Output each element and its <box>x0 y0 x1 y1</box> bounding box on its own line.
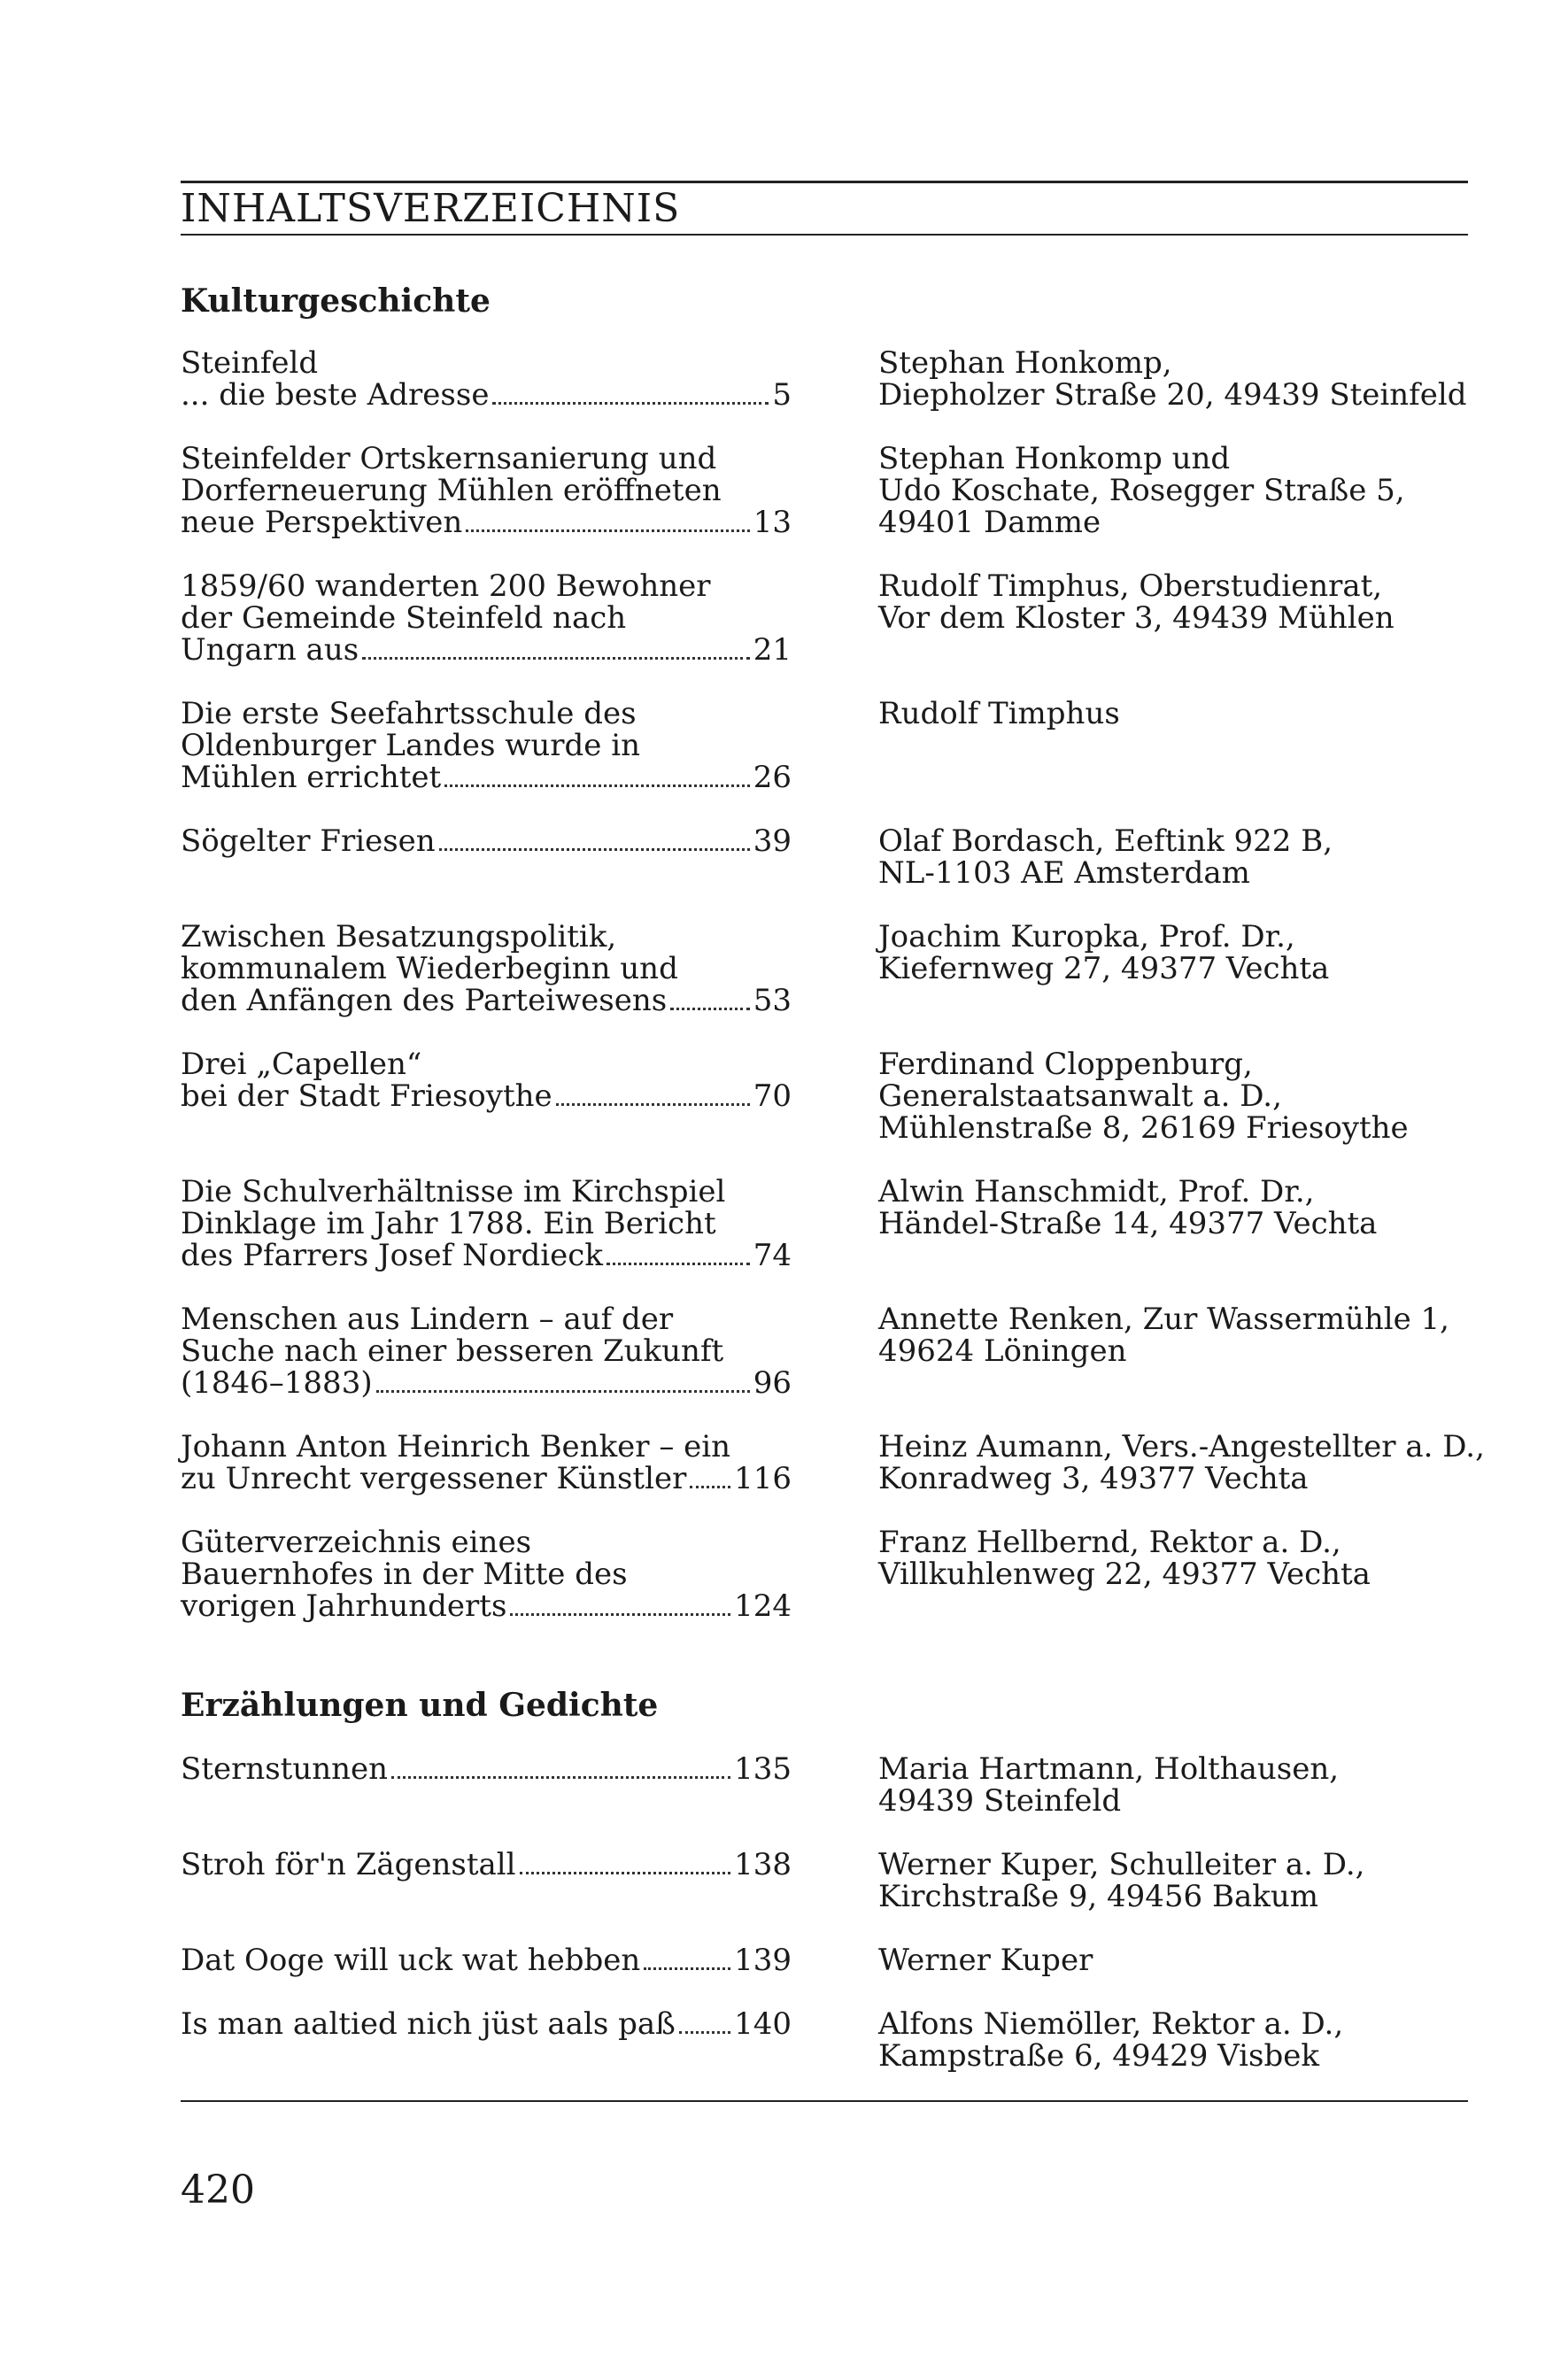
dot-leader <box>376 1389 750 1393</box>
toc-entry <box>181 921 1468 1016</box>
toc-entry <box>181 825 1468 889</box>
entry-author <box>878 2008 1498 2072</box>
entry-title-line: Dorferneuerung Mühlen eröffneten <box>181 473 722 508</box>
toc-entry <box>181 1526 1468 1622</box>
entry-page-number: 39 <box>753 823 792 859</box>
toc-entry <box>181 1303 1468 1399</box>
dot-leader <box>362 656 750 660</box>
entry-author-line: Kirchstraße 9, 49456 Bakum <box>878 1879 1318 1914</box>
dot-leader <box>444 784 750 787</box>
entry-page-number: 138 <box>734 1847 792 1882</box>
entry-title-line: Güterverzeichnis eines <box>181 1525 532 1560</box>
entry-title <box>181 2008 792 2072</box>
entry-title-line: zu Unrecht vergessener Künstler <box>181 1461 687 1496</box>
dot-leader <box>679 2030 730 2034</box>
entry-author <box>878 443 1498 538</box>
entry-author-line: Händel-Straße 14, 49377 Vechta <box>878 1206 1378 1241</box>
entry-title-line: bei der Stadt Friesoythe <box>181 1078 552 1114</box>
entry-author <box>878 1176 1498 1271</box>
entry-author-line: Mühlenstraße 8, 26169 Friesoythe <box>878 1110 1409 1146</box>
entry-page-number: 5 <box>772 377 792 413</box>
entry-page-number: 135 <box>734 1751 792 1787</box>
entry-title <box>181 1849 792 1912</box>
entry-author-line: Diepholzer Straße 20, 49439 Steinfeld <box>878 377 1467 413</box>
entry-author-line: Kampstraße 6, 49429 Visbek <box>878 2038 1319 2074</box>
entry-author-line: Maria Hartmann, Holthausen, <box>878 1751 1340 1787</box>
entry-author <box>878 1048 1498 1144</box>
entry-page-number: 53 <box>753 983 792 1018</box>
entry-author-line: 49439 Steinfeld <box>878 1783 1122 1819</box>
entry-page-number: 140 <box>734 2006 792 2042</box>
entry-author-line: Joachim Kuropka, Prof. Dr., <box>878 919 1295 954</box>
entry-title-line: Steinfelder Ortskernsanierung und <box>181 441 717 476</box>
entry-author-line: Alwin Hanschmidt, Prof. Dr., <box>878 1174 1315 1209</box>
entry-page-number: 74 <box>753 1238 792 1273</box>
dot-leader <box>466 529 749 532</box>
page-number: 420 <box>181 2168 255 2213</box>
dot-leader <box>492 401 769 405</box>
entry-title-line: Suche nach einer besseren Zukunft <box>181 1333 724 1369</box>
dot-leader <box>510 1612 730 1616</box>
entry-author-line: Konradweg 3, 49377 Vechta <box>878 1461 1309 1496</box>
dot-leader <box>391 1775 730 1779</box>
entry-author-line: Stephan Honkomp und <box>878 441 1231 476</box>
entry-title-line: Zwischen Besatzungspolitik, <box>181 919 617 954</box>
entry-author-line: Alfons Niemöller, Rektor a. D., <box>878 2006 1344 2042</box>
entry-title-line: Drei „Capellen“ <box>181 1047 422 1082</box>
entry-author <box>878 570 1498 666</box>
entry-author-line: Werner Kuper, Schulleiter a. D., <box>878 1847 1365 1882</box>
entry-title-line: Die erste Seefahrtsschule des <box>181 696 637 731</box>
dot-leader <box>690 1485 730 1488</box>
entry-title-line: des Pfarrers Josef Nordieck <box>181 1238 603 1273</box>
toc-entry <box>181 570 1468 666</box>
entry-page-number: 21 <box>753 632 792 668</box>
entry-title <box>181 825 792 889</box>
entry-author-line: Villkuhlenweg 22, 49377 Vechta <box>878 1557 1371 1592</box>
entry-title <box>181 698 792 793</box>
entry-author-line: Annette Renken, Zur Wassermühle 1, <box>878 1302 1449 1337</box>
toc-entry <box>181 1176 1468 1271</box>
dot-leader <box>644 1967 730 1970</box>
entry-title <box>181 443 792 538</box>
entry-title <box>181 1431 792 1495</box>
section-heading: Erzählungen und Gedichte <box>181 1687 659 1724</box>
entry-title <box>181 1048 792 1144</box>
entry-page-number: 70 <box>753 1078 792 1114</box>
entry-title <box>181 1176 792 1271</box>
entry-title-line: Oldenburger Landes wurde in <box>181 728 640 763</box>
entry-title-line: Mühlen errichtet <box>181 760 442 795</box>
entry-author <box>878 1944 1498 1976</box>
entry-title-line: Ungarn aus <box>181 632 359 668</box>
entry-author-line: 49624 Löningen <box>878 1333 1127 1369</box>
entry-title-line: Menschen aus Lindern – auf der <box>181 1302 674 1337</box>
entry-title-line: Bauernhofes in der Mitte des <box>181 1557 628 1592</box>
footer-rule <box>181 2100 1468 2102</box>
entry-author <box>878 698 1498 793</box>
dot-leader <box>670 1007 750 1010</box>
entry-author-line: Rudolf Timphus, Oberstudienrat, <box>878 568 1383 604</box>
toc-entry <box>181 1849 1468 1912</box>
entry-page-number: 96 <box>753 1365 792 1401</box>
entry-author-line: Franz Hellbernd, Rektor a. D., <box>878 1525 1341 1560</box>
entry-title-line: ... die beste Adresse <box>181 377 490 413</box>
entry-author-line: Udo Koschate, Rosegger Straße 5, <box>878 473 1405 508</box>
entry-author-line: Generalstaatsanwalt a. D., <box>878 1078 1282 1114</box>
toc-entry <box>181 2008 1468 2072</box>
entry-author <box>878 1753 1498 1817</box>
entry-author <box>878 825 1498 889</box>
entry-title-line: Dat Ooge will uck wat hebben <box>181 1943 641 1978</box>
toc-entry <box>181 698 1468 793</box>
page-title: INHALTSVERZEICHNIS <box>181 186 681 231</box>
entry-author-line: Kiefernweg 27, 49377 Vechta <box>878 951 1330 986</box>
entry-title-line: (1846–1883) <box>181 1365 373 1401</box>
entry-author-line: Rudolf Timphus <box>878 696 1120 731</box>
entry-page-number: 26 <box>753 760 792 795</box>
entry-author-line: Werner Kuper <box>878 1943 1093 1978</box>
entry-title <box>181 347 792 411</box>
entry-author-line: Stephan Honkomp, <box>878 345 1172 381</box>
entry-author-line: Vor dem Kloster 3, 49439 Mühlen <box>878 600 1395 636</box>
entry-title-line: kommunalem Wiederbeginn und <box>181 951 678 986</box>
entry-title-line: 1859/60 wanderten 200 Bewohner <box>181 568 711 604</box>
entry-title <box>181 1526 792 1622</box>
header-bottom-rule <box>181 234 1468 236</box>
toc-entry <box>181 1429 1485 1496</box>
dot-leader <box>556 1102 750 1106</box>
entry-title-line: Stroh för'n Zägenstall <box>181 1847 516 1882</box>
entry-title-line: Die Schulverhältnisse im Kirchspiel <box>181 1174 726 1209</box>
entry-title-line: Sternstunnen <box>181 1751 389 1787</box>
toc-entry <box>181 1753 1468 1817</box>
entry-title-line: Is man aaltied nich jüst aals paß <box>181 2006 676 2042</box>
section-heading: Kulturgeschichte <box>181 282 491 320</box>
dot-leader <box>439 847 750 851</box>
entry-author-line: Olaf Bordasch, Eeftink 922 B, <box>878 823 1333 859</box>
entry-title-line: Steinfeld <box>181 345 319 381</box>
entry-author <box>878 347 1498 411</box>
dot-leader <box>607 1262 750 1265</box>
entry-title-line: Sögelter Friesen <box>181 823 436 859</box>
entry-author <box>878 1849 1498 1912</box>
entry-author-line: Ferdinand Cloppenburg, <box>878 1047 1253 1082</box>
dot-leader <box>520 1871 731 1874</box>
entry-title <box>181 1944 792 1976</box>
toc-entry <box>181 443 1468 538</box>
entry-title-line: der Gemeinde Steinfeld nach <box>181 600 627 636</box>
entry-title <box>181 1303 792 1399</box>
entry-title-line: Dinklage im Jahr 1788. Ein Bericht <box>181 1206 716 1241</box>
entry-author <box>878 921 1498 1016</box>
entry-author-line: Heinz Aumann, Vers.-Angestellter a. D., <box>878 1429 1485 1464</box>
entry-page-number: 139 <box>734 1943 792 1978</box>
entry-author <box>878 1526 1498 1622</box>
entry-title-line: Johann Anton Heinrich Benker – ein <box>181 1429 731 1464</box>
header-top-rule <box>181 181 1468 183</box>
entry-author-line: NL-1103 AE Amsterdam <box>878 855 1250 891</box>
toc-entry <box>181 1048 1468 1144</box>
entry-author-line: 49401 Damme <box>878 505 1101 540</box>
toc-entry <box>181 347 1468 411</box>
entry-title <box>181 570 792 666</box>
entry-title-line: vorigen Jahrhunderts <box>181 1588 507 1624</box>
toc-entry <box>181 1944 1468 1976</box>
entry-title <box>181 921 792 1016</box>
entry-page-number: 13 <box>753 505 792 540</box>
entry-title-line: den Anfängen des Parteiwesens <box>181 983 668 1018</box>
entry-page-number: 116 <box>734 1461 792 1496</box>
entry-title-line: neue Perspektiven <box>181 505 463 540</box>
entry-title <box>181 1753 792 1817</box>
entry-page-number: 124 <box>734 1588 792 1624</box>
entry-author <box>878 1303 1498 1399</box>
entry-author <box>878 1431 1498 1495</box>
